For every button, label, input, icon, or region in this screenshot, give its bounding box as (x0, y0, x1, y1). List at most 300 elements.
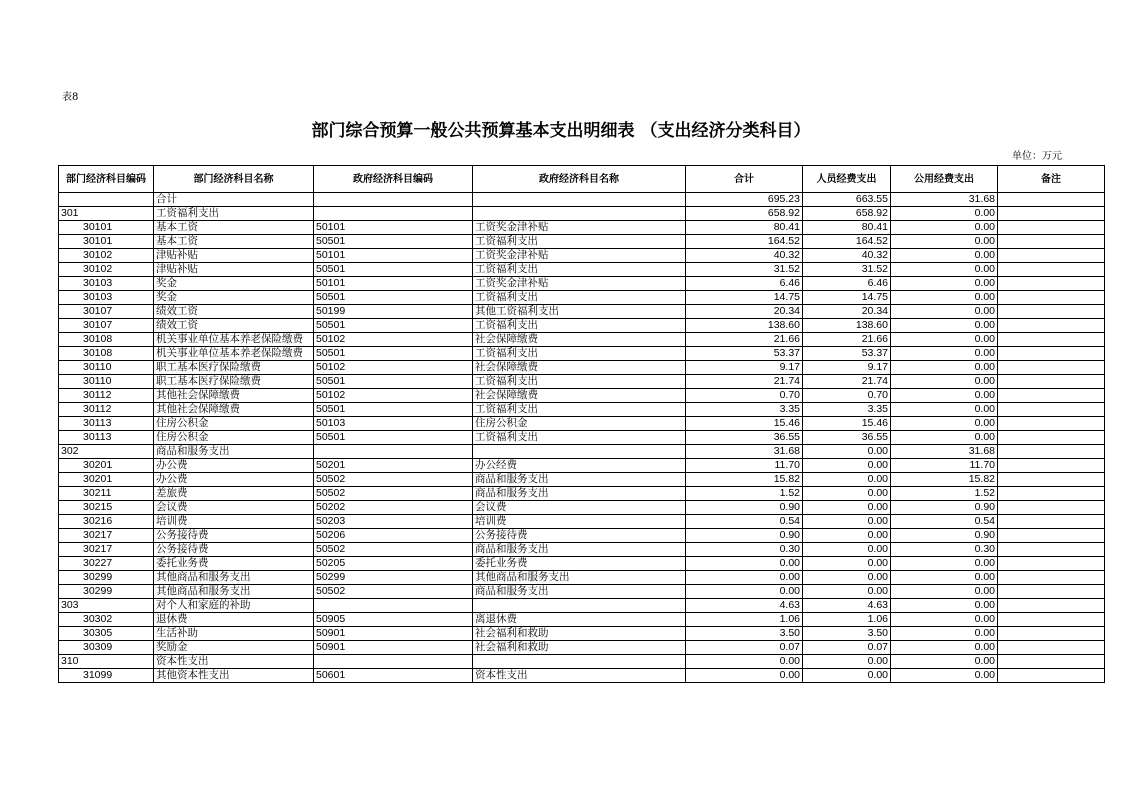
cell-personnel: 0.00 (803, 445, 891, 459)
header-personnel: 人员经费支出 (803, 166, 891, 193)
cell-total: 80.41 (686, 221, 803, 235)
table-row (59, 193, 1105, 207)
cell-personnel: 0.00 (803, 585, 891, 599)
header-gov-name: 政府经济科目名称 (473, 166, 686, 193)
cell-total: 0.70 (686, 389, 803, 403)
cell-gov-code: 50501 (314, 263, 473, 277)
cell-note (998, 529, 1105, 543)
cell-total: 0.07 (686, 641, 803, 655)
cell-gov-name: 商品和服务支出 (473, 585, 686, 599)
table-row (59, 669, 1105, 683)
cell-gov-name: 其他工资福利支出 (473, 305, 686, 319)
table-row (59, 291, 1105, 305)
cell-dept-name: 其他社会保障缴费 (154, 389, 314, 403)
cell-gov-code: 50102 (314, 389, 473, 403)
cell-gov-code: 50901 (314, 627, 473, 641)
cell-personnel: 0.00 (803, 515, 891, 529)
cell-note (998, 599, 1105, 613)
cell-gov-name: 工资福利支出 (473, 263, 686, 277)
table-body (59, 193, 1105, 683)
cell-public: 0.30 (891, 543, 998, 557)
cell-personnel: 0.00 (803, 487, 891, 501)
cell-dept-code: 30201 (59, 473, 154, 487)
cell-gov-name: 工资福利支出 (473, 347, 686, 361)
cell-dept-name: 住房公积金 (154, 417, 314, 431)
cell-total: 164.52 (686, 235, 803, 249)
cell-total: 15.82 (686, 473, 803, 487)
cell-total: 695.23 (686, 193, 803, 207)
table-row (59, 333, 1105, 347)
cell-total: 0.90 (686, 529, 803, 543)
cell-total: 40.32 (686, 249, 803, 263)
cell-dept-name: 生活补助 (154, 627, 314, 641)
cell-dept-code: 303 (59, 599, 154, 613)
header-dept-code: 部门经济科目编码 (59, 166, 154, 193)
cell-gov-code: 50501 (314, 431, 473, 445)
cell-public: 0.00 (891, 585, 998, 599)
table-row (59, 473, 1105, 487)
cell-dept-code: 30108 (59, 347, 154, 361)
cell-note (998, 417, 1105, 431)
cell-total: 21.74 (686, 375, 803, 389)
cell-gov-code: 50501 (314, 291, 473, 305)
cell-public: 0.00 (891, 347, 998, 361)
cell-dept-code: 30113 (59, 417, 154, 431)
table-row (59, 627, 1105, 641)
cell-personnel: 138.60 (803, 319, 891, 333)
cell-gov-name: 工资奖金津补贴 (473, 277, 686, 291)
cell-total: 1.06 (686, 613, 803, 627)
table-row (59, 431, 1105, 445)
header-total: 合计 (686, 166, 803, 193)
cell-dept-code: 30110 (59, 375, 154, 389)
cell-gov-name (473, 599, 686, 613)
cell-personnel: 0.00 (803, 655, 891, 669)
cell-dept-name: 职工基本医疗保险缴费 (154, 361, 314, 375)
cell-total: 53.37 (686, 347, 803, 361)
cell-gov-name: 商品和服务支出 (473, 473, 686, 487)
cell-note (998, 221, 1105, 235)
cell-gov-name (473, 207, 686, 221)
cell-dept-name: 退休费 (154, 613, 314, 627)
cell-personnel: 4.63 (803, 599, 891, 613)
cell-dept-name: 津贴补贴 (154, 263, 314, 277)
cell-gov-code: 50501 (314, 375, 473, 389)
cell-dept-name: 其他社会保障缴费 (154, 403, 314, 417)
table-row (59, 249, 1105, 263)
table-row (59, 263, 1105, 277)
cell-dept-code: 30103 (59, 277, 154, 291)
cell-dept-code: 30101 (59, 235, 154, 249)
cell-public: 0.00 (891, 655, 998, 669)
cell-dept-code: 302 (59, 445, 154, 459)
cell-public: 0.00 (891, 333, 998, 347)
cell-public: 15.82 (891, 473, 998, 487)
cell-note (998, 193, 1105, 207)
cell-note (998, 543, 1105, 557)
cell-gov-name: 工资奖金津补贴 (473, 221, 686, 235)
cell-dept-name: 会议费 (154, 501, 314, 515)
table-row (59, 319, 1105, 333)
cell-public: 31.68 (891, 193, 998, 207)
table-row (59, 655, 1105, 669)
cell-total: 138.60 (686, 319, 803, 333)
cell-gov-code: 50102 (314, 361, 473, 375)
cell-public: 0.00 (891, 263, 998, 277)
cell-note (998, 291, 1105, 305)
cell-gov-code: 50502 (314, 585, 473, 599)
cell-gov-name: 培训费 (473, 515, 686, 529)
cell-gov-name: 办公经费 (473, 459, 686, 473)
table-row (59, 235, 1105, 249)
cell-dept-code: 30215 (59, 501, 154, 515)
cell-dept-code: 30211 (59, 487, 154, 501)
cell-note (998, 277, 1105, 291)
cell-dept-code (59, 193, 154, 207)
cell-note (998, 389, 1105, 403)
cell-gov-name (473, 193, 686, 207)
cell-personnel: 0.00 (803, 473, 891, 487)
cell-dept-code: 30102 (59, 249, 154, 263)
cell-note (998, 445, 1105, 459)
table-row (59, 403, 1105, 417)
cell-personnel: 1.06 (803, 613, 891, 627)
cell-gov-name: 资本性支出 (473, 669, 686, 683)
cell-gov-code: 50101 (314, 277, 473, 291)
cell-total: 14.75 (686, 291, 803, 305)
cell-total: 1.52 (686, 487, 803, 501)
cell-personnel: 0.70 (803, 389, 891, 403)
cell-personnel: 0.00 (803, 459, 891, 473)
cell-total: 11.70 (686, 459, 803, 473)
cell-total: 9.17 (686, 361, 803, 375)
cell-public: 0.00 (891, 431, 998, 445)
cell-personnel: 36.55 (803, 431, 891, 445)
table-number: 表8 (62, 92, 79, 103)
cell-note (998, 361, 1105, 375)
cell-public: 0.00 (891, 417, 998, 431)
cell-public: 0.00 (891, 557, 998, 571)
table-row (59, 529, 1105, 543)
cell-public: 0.90 (891, 501, 998, 515)
cell-dept-name: 奖金 (154, 291, 314, 305)
cell-dept-name: 对个人和家庭的补助 (154, 599, 314, 613)
cell-total: 20.34 (686, 305, 803, 319)
cell-gov-name: 工资福利支出 (473, 319, 686, 333)
cell-dept-name: 差旅费 (154, 487, 314, 501)
cell-personnel: 31.52 (803, 263, 891, 277)
cell-dept-code: 30227 (59, 557, 154, 571)
cell-gov-name: 工资福利支出 (473, 431, 686, 445)
cell-gov-code: 50299 (314, 571, 473, 585)
cell-note (998, 669, 1105, 683)
cell-dept-code: 30101 (59, 221, 154, 235)
cell-dept-name: 奖金 (154, 277, 314, 291)
cell-gov-code: 50502 (314, 543, 473, 557)
cell-public: 0.00 (891, 669, 998, 683)
cell-gov-name: 社会福利和救助 (473, 641, 686, 655)
cell-dept-code: 30107 (59, 305, 154, 319)
cell-public: 0.00 (891, 641, 998, 655)
table-row (59, 571, 1105, 585)
cell-note (998, 641, 1105, 655)
cell-gov-code: 50501 (314, 319, 473, 333)
cell-public: 0.54 (891, 515, 998, 529)
cell-dept-name: 工资福利支出 (154, 207, 314, 221)
cell-total: 31.52 (686, 263, 803, 277)
cell-gov-name (473, 655, 686, 669)
cell-note (998, 263, 1105, 277)
table-row (59, 543, 1105, 557)
cell-dept-name: 基本工资 (154, 235, 314, 249)
cell-dept-name: 其他资本性支出 (154, 669, 314, 683)
cell-gov-code: 50205 (314, 557, 473, 571)
cell-total: 658.92 (686, 207, 803, 221)
cell-dept-name: 住房公积金 (154, 431, 314, 445)
cell-gov-code (314, 445, 473, 459)
cell-gov-code: 50502 (314, 473, 473, 487)
cell-total: 36.55 (686, 431, 803, 445)
cell-personnel: 80.41 (803, 221, 891, 235)
cell-dept-code: 30216 (59, 515, 154, 529)
table-row (59, 361, 1105, 375)
cell-dept-code: 30110 (59, 361, 154, 375)
cell-personnel: 164.52 (803, 235, 891, 249)
cell-gov-name: 工资奖金津补贴 (473, 249, 686, 263)
cell-dept-name: 机关事业单位基本养老保险缴费 (154, 347, 314, 361)
cell-public: 0.00 (891, 319, 998, 333)
cell-personnel: 21.66 (803, 333, 891, 347)
cell-personnel: 9.17 (803, 361, 891, 375)
cell-public: 1.52 (891, 487, 998, 501)
header-note: 备注 (998, 166, 1105, 193)
cell-dept-code: 310 (59, 655, 154, 669)
cell-personnel: 3.50 (803, 627, 891, 641)
cell-public: 0.00 (891, 277, 998, 291)
cell-total: 31.68 (686, 445, 803, 459)
cell-total: 0.30 (686, 543, 803, 557)
cell-gov-code: 50206 (314, 529, 473, 543)
cell-dept-code: 30217 (59, 543, 154, 557)
table-row (59, 207, 1105, 221)
cell-dept-name: 培训费 (154, 515, 314, 529)
cell-note (998, 585, 1105, 599)
unit-label: 单位：万元 (1012, 151, 1062, 162)
cell-dept-name: 绩效工资 (154, 319, 314, 333)
cell-gov-code: 50901 (314, 641, 473, 655)
cell-note (998, 403, 1105, 417)
cell-dept-name: 基本工资 (154, 221, 314, 235)
cell-note (998, 249, 1105, 263)
cell-gov-code: 50102 (314, 333, 473, 347)
cell-dept-name: 商品和服务支出 (154, 445, 314, 459)
cell-personnel: 21.74 (803, 375, 891, 389)
cell-dept-name: 资本性支出 (154, 655, 314, 669)
cell-total: 21.66 (686, 333, 803, 347)
cell-total: 3.50 (686, 627, 803, 641)
table-row (59, 389, 1105, 403)
cell-note (998, 207, 1105, 221)
cell-gov-code: 50201 (314, 459, 473, 473)
cell-note (998, 305, 1105, 319)
cell-dept-name: 委托业务费 (154, 557, 314, 571)
cell-note (998, 473, 1105, 487)
cell-dept-code: 30112 (59, 403, 154, 417)
cell-personnel: 0.00 (803, 571, 891, 585)
cell-personnel: 14.75 (803, 291, 891, 305)
cell-gov-code: 50501 (314, 235, 473, 249)
table-row (59, 613, 1105, 627)
cell-gov-name: 商品和服务支出 (473, 543, 686, 557)
cell-gov-name: 公务接待费 (473, 529, 686, 543)
cell-gov-name: 委托业务费 (473, 557, 686, 571)
cell-note (998, 431, 1105, 445)
header-public: 公用经费支出 (891, 166, 998, 193)
table-row (59, 599, 1105, 613)
table-row (59, 501, 1105, 515)
cell-note (998, 515, 1105, 529)
cell-gov-code (314, 655, 473, 669)
cell-personnel: 0.00 (803, 529, 891, 543)
cell-gov-name: 社会保障缴费 (473, 333, 686, 347)
cell-personnel: 658.92 (803, 207, 891, 221)
header-dept-name: 部门经济科目名称 (154, 166, 314, 193)
cell-gov-name: 社会保障缴费 (473, 389, 686, 403)
cell-public: 0.00 (891, 207, 998, 221)
cell-dept-code: 30103 (59, 291, 154, 305)
cell-public: 31.68 (891, 445, 998, 459)
cell-dept-name: 机关事业单位基本养老保险缴费 (154, 333, 314, 347)
expenditure-detail-table (58, 165, 1105, 683)
cell-note (998, 655, 1105, 669)
header-row (59, 166, 1105, 193)
cell-personnel: 3.35 (803, 403, 891, 417)
table-row (59, 417, 1105, 431)
cell-gov-code: 50601 (314, 669, 473, 683)
cell-dept-name: 职工基本医疗保险缴费 (154, 375, 314, 389)
cell-total: 6.46 (686, 277, 803, 291)
cell-dept-code: 301 (59, 207, 154, 221)
cell-dept-code: 30217 (59, 529, 154, 543)
cell-gov-code: 50101 (314, 221, 473, 235)
cell-public: 0.90 (891, 529, 998, 543)
cell-gov-code: 50501 (314, 347, 473, 361)
cell-personnel: 40.32 (803, 249, 891, 263)
cell-personnel: 20.34 (803, 305, 891, 319)
cell-dept-code: 30112 (59, 389, 154, 403)
cell-gov-name: 社会保障缴费 (473, 361, 686, 375)
cell-gov-name: 住房公积金 (473, 417, 686, 431)
cell-gov-code: 50905 (314, 613, 473, 627)
cell-personnel: 663.55 (803, 193, 891, 207)
cell-personnel: 6.46 (803, 277, 891, 291)
table-row (59, 277, 1105, 291)
cell-personnel: 0.07 (803, 641, 891, 655)
cell-note (998, 613, 1105, 627)
cell-dept-code: 31099 (59, 669, 154, 683)
cell-personnel: 15.46 (803, 417, 891, 431)
cell-public: 0.00 (891, 291, 998, 305)
cell-gov-code: 50203 (314, 515, 473, 529)
cell-personnel: 53.37 (803, 347, 891, 361)
cell-gov-code: 50202 (314, 501, 473, 515)
cell-dept-name: 办公费 (154, 473, 314, 487)
table-row (59, 459, 1105, 473)
cell-dept-name: 合计 (154, 193, 314, 207)
cell-public: 0.00 (891, 305, 998, 319)
cell-dept-name: 公务接待费 (154, 529, 314, 543)
header-gov-code: 政府经济科目编码 (314, 166, 473, 193)
cell-public: 0.00 (891, 403, 998, 417)
table-row (59, 515, 1105, 529)
cell-dept-code: 30102 (59, 263, 154, 277)
cell-note (998, 571, 1105, 585)
cell-public: 0.00 (891, 235, 998, 249)
cell-personnel: 0.00 (803, 557, 891, 571)
table-row (59, 445, 1105, 459)
cell-personnel: 0.00 (803, 501, 891, 515)
cell-personnel: 0.00 (803, 669, 891, 683)
cell-total: 0.00 (686, 669, 803, 683)
cell-dept-code: 30309 (59, 641, 154, 655)
page-title: 部门综合预算一般公共预算基本支出明细表 （支出经济分类科目） (311, 121, 811, 141)
cell-total: 0.90 (686, 501, 803, 515)
cell-public: 0.00 (891, 613, 998, 627)
cell-public: 0.00 (891, 627, 998, 641)
cell-dept-name: 津贴补贴 (154, 249, 314, 263)
cell-note (998, 459, 1105, 473)
cell-note (998, 487, 1105, 501)
cell-gov-code (314, 599, 473, 613)
cell-gov-name: 社会福利和救助 (473, 627, 686, 641)
cell-total: 0.54 (686, 515, 803, 529)
cell-note (998, 501, 1105, 515)
cell-gov-name (473, 445, 686, 459)
table-row (59, 487, 1105, 501)
cell-dept-code: 30299 (59, 585, 154, 599)
cell-note (998, 347, 1105, 361)
cell-public: 0.00 (891, 361, 998, 375)
table-row (59, 585, 1105, 599)
cell-gov-code: 50103 (314, 417, 473, 431)
cell-dept-name: 奖励金 (154, 641, 314, 655)
cell-dept-code: 30201 (59, 459, 154, 473)
cell-total: 0.00 (686, 655, 803, 669)
cell-gov-name: 工资福利支出 (473, 291, 686, 305)
cell-personnel: 0.00 (803, 543, 891, 557)
cell-gov-name: 会议费 (473, 501, 686, 515)
cell-dept-code: 30299 (59, 571, 154, 585)
cell-note (998, 557, 1105, 571)
cell-gov-name: 商品和服务支出 (473, 487, 686, 501)
cell-gov-name: 工资福利支出 (473, 235, 686, 249)
table-row (59, 347, 1105, 361)
cell-dept-name: 公务接待费 (154, 543, 314, 557)
cell-public: 0.00 (891, 571, 998, 585)
cell-dept-code: 30108 (59, 333, 154, 347)
table-row (59, 305, 1105, 319)
cell-note (998, 333, 1105, 347)
cell-gov-code: 50101 (314, 249, 473, 263)
cell-total: 0.00 (686, 557, 803, 571)
cell-dept-name: 办公费 (154, 459, 314, 473)
cell-dept-code: 30305 (59, 627, 154, 641)
cell-dept-code: 30107 (59, 319, 154, 333)
table-row (59, 375, 1105, 389)
cell-total: 15.46 (686, 417, 803, 431)
cell-note (998, 319, 1105, 333)
cell-total: 0.00 (686, 585, 803, 599)
